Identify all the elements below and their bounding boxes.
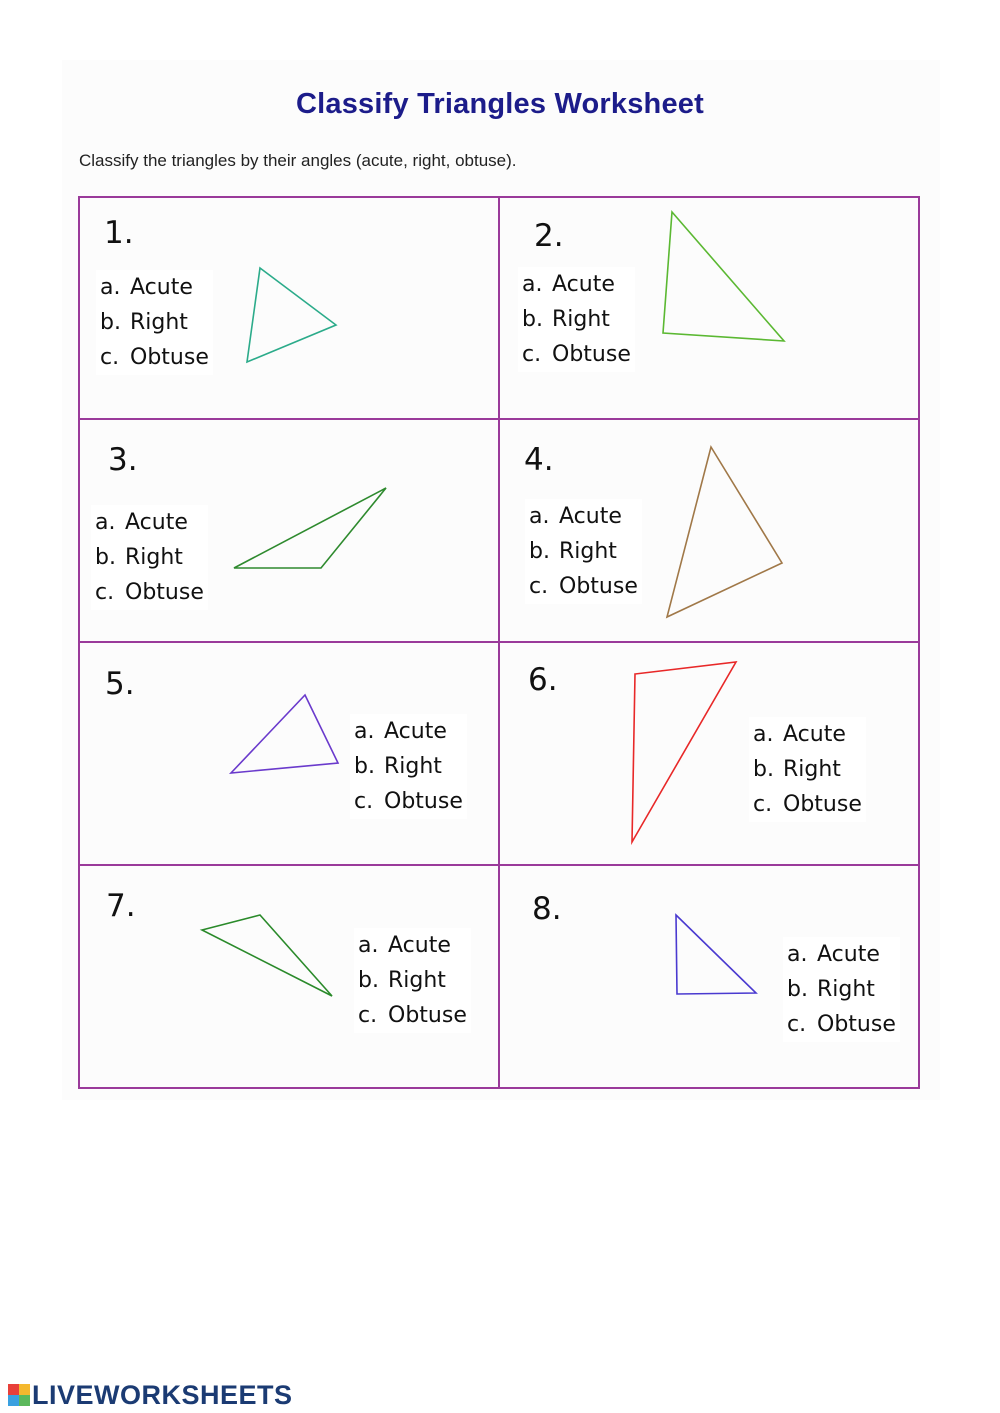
option-letter: c.	[358, 1003, 378, 1028]
option-a-q4[interactable]	[529, 499, 638, 534]
option-a-q1[interactable]	[100, 270, 209, 305]
option-label: Acute	[384, 719, 447, 744]
option-letter: c.	[753, 792, 773, 817]
option-letter: a.	[753, 722, 774, 747]
option-c-q1[interactable]	[100, 340, 209, 375]
option-label: Right	[559, 539, 617, 564]
question-number-5: 5.	[105, 666, 135, 702]
options-q7	[354, 928, 471, 1033]
option-letter: c.	[787, 1012, 807, 1037]
option-letter: a.	[95, 510, 116, 535]
triangle-q5	[231, 695, 338, 773]
footer-branding	[8, 1380, 293, 1410]
option-label: Right	[388, 968, 446, 993]
option-a-q8[interactable]	[787, 937, 896, 972]
option-label: Obtuse	[552, 342, 631, 367]
option-b-q6[interactable]	[753, 752, 862, 787]
option-label: Acute	[783, 722, 846, 747]
question-number-8: 8.	[532, 891, 562, 927]
options-q6	[749, 717, 866, 822]
question-number-4: 4.	[524, 442, 554, 478]
option-letter: b.	[787, 977, 808, 1002]
triangle-q7	[202, 915, 332, 996]
options-q5	[350, 714, 467, 819]
question-number-2: 2.	[534, 218, 564, 254]
option-a-q7[interactable]	[358, 928, 467, 963]
options-q2	[518, 267, 635, 372]
option-letter: b.	[522, 307, 543, 332]
option-b-q8[interactable]	[787, 972, 896, 1007]
option-label: Obtuse	[384, 789, 463, 814]
option-label: Acute	[388, 933, 451, 958]
option-b-q1[interactable]	[100, 305, 209, 340]
option-c-q5[interactable]	[354, 784, 463, 819]
options-q1	[96, 270, 213, 375]
option-letter: b.	[354, 754, 375, 779]
option-letter: a.	[522, 272, 543, 297]
triangle-q2	[663, 212, 784, 341]
option-label: Obtuse	[559, 574, 638, 599]
option-c-q2[interactable]	[522, 337, 631, 372]
instructions-text: Classify the triangles by their angles (acute, right, obtuse).	[79, 151, 517, 170]
option-letter: b.	[529, 539, 550, 564]
triangle-q8	[676, 915, 756, 994]
option-letter: b.	[753, 757, 774, 782]
question-number-7: 7.	[106, 888, 136, 924]
option-label: Right	[552, 307, 610, 332]
option-b-q2[interactable]	[522, 302, 631, 337]
option-letter: c.	[95, 580, 115, 605]
option-c-q6[interactable]	[753, 787, 862, 822]
option-label: Right	[384, 754, 442, 779]
option-letter: a.	[529, 504, 550, 529]
option-label: Obtuse	[817, 1012, 896, 1037]
option-letter: a.	[354, 719, 375, 744]
question-number-3: 3.	[108, 442, 138, 478]
options-q4	[525, 499, 642, 604]
options-q3	[91, 505, 208, 610]
option-c-q7[interactable]	[358, 998, 467, 1033]
triangle-q3	[234, 488, 386, 568]
option-b-q7[interactable]	[358, 963, 467, 998]
option-letter: b.	[100, 310, 121, 335]
liveworksheets-logo-icon	[8, 1384, 30, 1406]
option-a-q5[interactable]	[354, 714, 463, 749]
option-letter: a.	[100, 275, 121, 300]
option-label: Acute	[125, 510, 188, 535]
option-a-q2[interactable]	[522, 267, 631, 302]
option-label: Acute	[817, 942, 880, 967]
option-label: Right	[783, 757, 841, 782]
option-label: Right	[130, 310, 188, 335]
page-title: Classify Triangles Worksheet	[295, 88, 704, 120]
option-a-q6[interactable]	[753, 717, 862, 752]
option-label: Obtuse	[388, 1003, 467, 1028]
option-label: Acute	[130, 275, 193, 300]
option-label: Obtuse	[125, 580, 204, 605]
option-label: Obtuse	[783, 792, 862, 817]
options-q8	[783, 937, 900, 1042]
option-a-q3[interactable]	[95, 505, 204, 540]
question-number-6: 6.	[528, 662, 558, 698]
triangle-q6	[632, 662, 736, 842]
option-c-q4[interactable]	[529, 569, 638, 604]
option-c-q8[interactable]	[787, 1007, 896, 1042]
option-letter: b.	[95, 545, 116, 570]
option-label: Acute	[552, 272, 615, 297]
triangle-q4	[667, 447, 782, 617]
option-b-q4[interactable]	[529, 534, 638, 569]
option-letter: c.	[100, 345, 120, 370]
option-letter: b.	[358, 968, 379, 993]
option-letter: c.	[354, 789, 374, 814]
option-letter: a.	[787, 942, 808, 967]
question-number-1: 1.	[104, 215, 134, 251]
option-letter: c.	[529, 574, 549, 599]
option-b-q5[interactable]	[354, 749, 463, 784]
option-label: Right	[125, 545, 183, 570]
option-c-q3[interactable]	[95, 575, 204, 610]
triangle-q1	[247, 268, 336, 362]
option-label: Right	[817, 977, 875, 1002]
option-letter: c.	[522, 342, 542, 367]
option-letter: a.	[358, 933, 379, 958]
brand-name: LIVEWORKSHEETS	[32, 1379, 293, 1410]
option-label: Acute	[559, 504, 622, 529]
option-b-q3[interactable]	[95, 540, 204, 575]
option-label: Obtuse	[130, 345, 209, 370]
